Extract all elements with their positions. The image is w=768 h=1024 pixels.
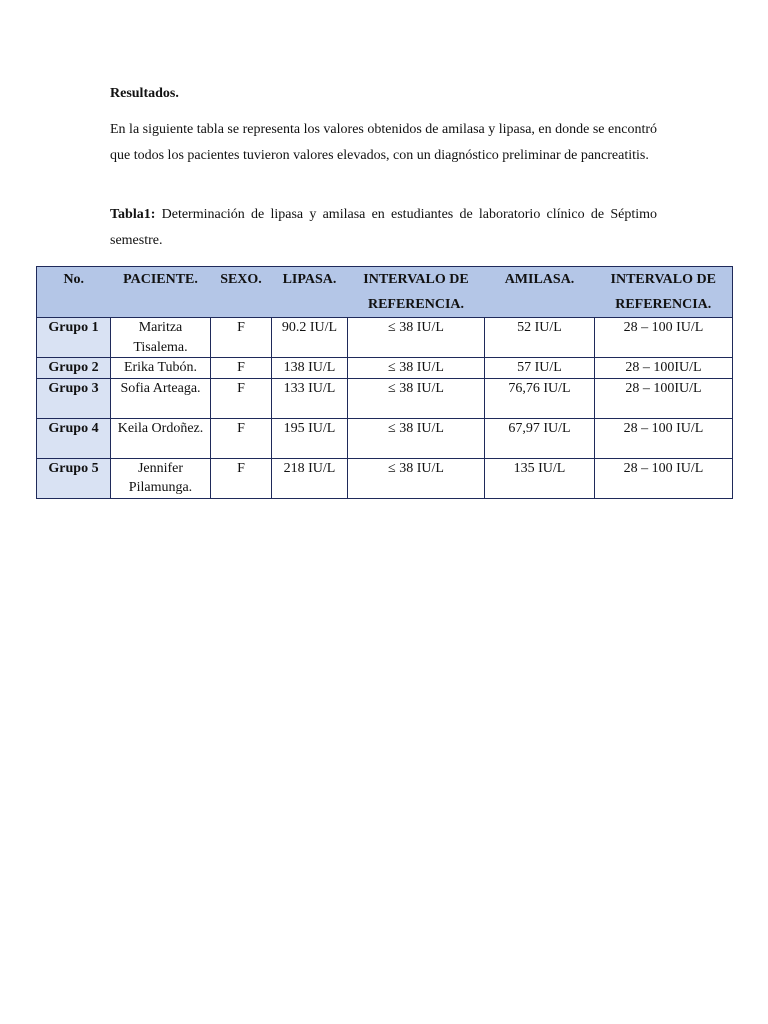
intro-paragraph: En la siguiente tabla se representa los valores obtenidos de amilasa y lipasa, en donde se encontró que todos los pacientes tuvieron valores elevados, con un diagnóstico preliminar de pancreatitis. [110,122,657,163]
cell-amylase-range: 28 – 100IU/L [595,358,733,379]
cell-lipase-range: ≤ 38 IU/L [348,458,485,498]
table-caption-label: Tabla1: [110,207,156,222]
cell-amylase: 135 IU/L [485,458,595,498]
table-caption-text: Determinación de lipasa y amilasa en estudiantes de laboratorio clínico de Séptimo semestre. [110,207,657,248]
header-amilasa: AMILASA. [485,267,595,318]
cell-sex: F [211,418,272,458]
cell-group: Grupo 2 [37,358,111,379]
cell-amylase: 52 IU/L [485,318,595,358]
section-heading: Resultados. [110,86,179,101]
cell-amylase-range: 28 – 100 IU/L [595,418,733,458]
cell-patient: Maritza Tisalema. [111,318,211,358]
table-row [37,418,733,458]
cell-amylase: 67,97 IU/L [485,418,595,458]
header-paciente: PACIENTE. [111,267,211,318]
table-header-row [37,267,733,318]
header-no: No. [37,267,111,318]
cell-lipase-range: ≤ 38 IU/L [348,318,485,358]
cell-lipase-range: ≤ 38 IU/L [348,358,485,379]
header-intervalo-lipasa: INTERVALO DE REFERENCIA. [348,267,485,318]
cell-group: Grupo 1 [37,318,111,358]
results-table [36,266,733,499]
cell-amylase: 57 IU/L [485,358,595,379]
cell-lipase-range: ≤ 38 IU/L [348,418,485,458]
cell-sex: F [211,358,272,379]
header-lipasa: LIPASA. [272,267,348,318]
cell-group: Grupo 3 [37,378,111,418]
cell-lipase: 218 IU/L [272,458,348,498]
cell-lipase: 195 IU/L [272,418,348,458]
cell-sex: F [211,378,272,418]
cell-amylase-range: 28 – 100 IU/L [595,458,733,498]
cell-patient: Keila Ordoñez. [111,418,211,458]
cell-amylase-range: 28 – 100IU/L [595,378,733,418]
cell-lipase: 133 IU/L [272,378,348,418]
cell-amylase: 76,76 IU/L [485,378,595,418]
table-caption [110,202,657,253]
cell-patient: Jennifer Pilamunga. [111,458,211,498]
cell-lipase: 90.2 IU/L [272,318,348,358]
table-row [37,378,733,418]
cell-lipase: 138 IU/L [272,358,348,379]
cell-sex: F [211,318,272,358]
cell-lipase-range: ≤ 38 IU/L [348,378,485,418]
cell-sex: F [211,458,272,498]
cell-amylase-range: 28 – 100 IU/L [595,318,733,358]
cell-patient: Erika Tubón. [111,358,211,379]
cell-group: Grupo 4 [37,418,111,458]
header-intervalo-amilasa: INTERVALO DE REFERENCIA. [595,267,733,318]
header-sexo: SEXO. [211,267,272,318]
table-row [37,358,733,379]
cell-patient: Sofia Arteaga. [111,378,211,418]
table-row [37,458,733,498]
cell-group: Grupo 5 [37,458,111,498]
table-row [37,318,733,358]
